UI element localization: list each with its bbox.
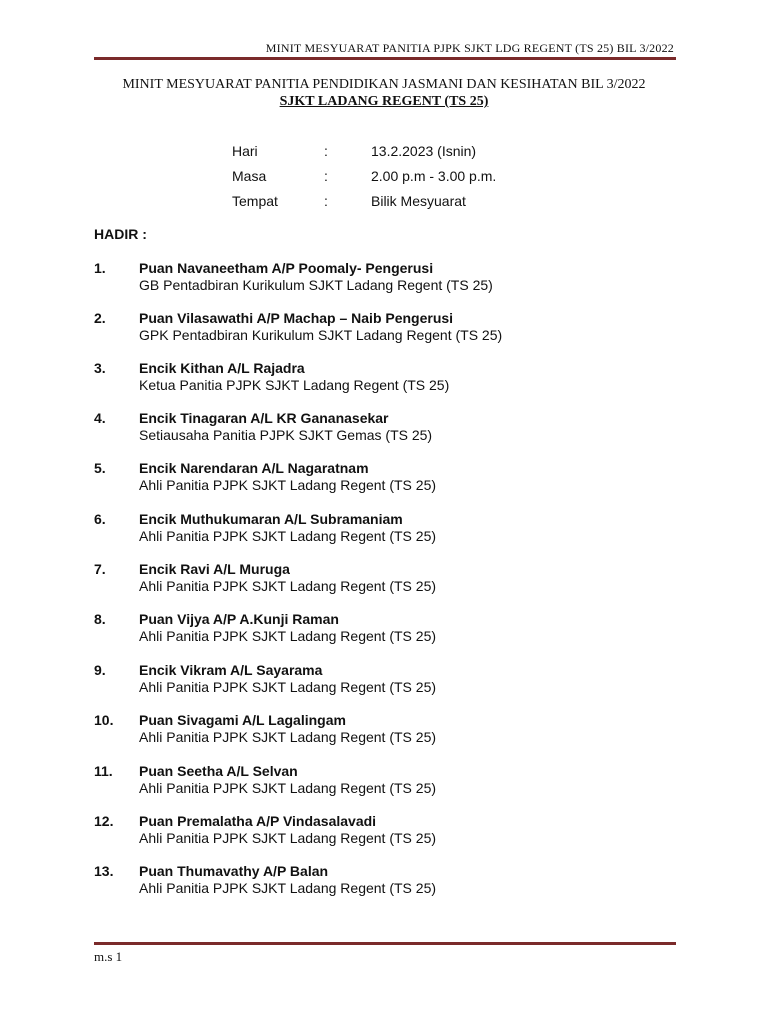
attendee-number: 8. (94, 611, 106, 627)
meta-colon: : (324, 143, 328, 159)
document-subtitle: SJKT LADANG REGENT (TS 25) (279, 94, 489, 109)
meta-colon: : (324, 193, 328, 209)
attendee-number: 9. (94, 662, 106, 678)
meta-label: Tempat (232, 193, 278, 209)
attendee-role: Ahli Panitia PJPK SJKT Ladang Regent (TS 25) (139, 780, 437, 796)
meta-colon: : (324, 168, 328, 184)
attendee-name: Puan Thumavathy A/P Balan (139, 863, 329, 879)
attendee-role: Ahli Panitia PJPK SJKT Ladang Regent (TS 25) (139, 729, 437, 745)
attendee-number: 13. (94, 863, 114, 879)
attendee-number: 7. (94, 561, 106, 577)
attendee-name: Puan Premalatha A/P Vindasalavadi (139, 813, 377, 829)
attendee-name: Puan Navaneetham A/P Poomaly- Pengerusi (139, 260, 434, 276)
meta-value: Bilik Mesyuarat (371, 193, 466, 209)
attendee-role: GB Pentadbiran Kurikulum SJKT Ladang Regent (TS 25) (139, 277, 493, 293)
meta-value: 13.2.2023 (Isnin) (371, 143, 477, 159)
attendee-name: Puan Vijya A/P A.Kunji Raman (139, 611, 339, 627)
attendee-role: Setiausaha Panitia PJPK SJKT Gemas (TS 25) (139, 427, 433, 443)
attendance-heading: HADIR : (94, 226, 147, 242)
attendee-name: Encik Narendaran A/L Nagaratnam (139, 460, 369, 476)
running-header: MINIT MESYUARAT PANITIA PJPK SJKT LDG REGENT (TS 25) BIL 3/2022 (265, 41, 674, 55)
attendee-role: Ahli Panitia PJPK SJKT Ladang Regent (TS 25) (139, 679, 437, 695)
attendee-name: Puan Seetha A/L Selvan (139, 763, 298, 779)
attendee-number: 2. (94, 310, 106, 326)
attendee-number: 10. (94, 712, 114, 728)
attendee-number: 5. (94, 460, 106, 476)
attendee-role: Ketua Panitia PJPK SJKT Ladang Regent (TS 25) (139, 377, 450, 393)
attendee-role: Ahli Panitia PJPK SJKT Ladang Regent (TS 25) (139, 628, 437, 644)
attendee-number: 6. (94, 511, 106, 527)
attendee-role: Ahli Panitia PJPK SJKT Ladang Regent (TS 25) (139, 578, 437, 594)
attendee-role: GPK Pentadbiran Kurikulum SJKT Ladang Regent (TS 25) (139, 327, 503, 343)
meta-label: Masa (232, 168, 267, 184)
attendee-name: Encik Kithan A/L Rajadra (139, 360, 305, 376)
attendee-role: Ahli Panitia PJPK SJKT Ladang Regent (TS 25) (139, 830, 437, 846)
attendee-name: Encik Vikram A/L Sayarama (139, 662, 323, 678)
attendee-name: Encik Tinagaran A/L KR Gananasekar (139, 410, 389, 426)
attendee-role: Ahli Panitia PJPK SJKT Ladang Regent (TS 25) (139, 880, 437, 896)
attendee-number: 12. (94, 813, 114, 829)
footer-rule (94, 942, 676, 945)
document-title: MINIT MESYUARAT PANITIA PENDIDIKAN JASMANI DAN KESIHATAN BIL 3/2022 (122, 77, 646, 92)
meta-label: Hari (232, 143, 258, 159)
meta-value: 2.00 p.m - 3.00 p.m. (371, 168, 497, 184)
attendee-name: Encik Muthukumaran A/L Subramaniam (139, 511, 403, 527)
attendee-number: 11. (94, 763, 113, 779)
attendee-number: 4. (94, 410, 106, 426)
attendee-number: 1. (94, 260, 106, 276)
attendee-name: Puan Sivagami A/L Lagalingam (139, 712, 346, 728)
attendee-role: Ahli Panitia PJPK SJKT Ladang Regent (TS 25) (139, 477, 437, 493)
attendee-name: Puan Vilasawathi A/P Machap – Naib Pengerusi (139, 310, 454, 326)
attendee-name: Encik Ravi A/L Muruga (139, 561, 290, 577)
attendee-role: Ahli Panitia PJPK SJKT Ladang Regent (TS 25) (139, 528, 437, 544)
page-number: m.s 1 (94, 949, 123, 964)
header-rule (94, 57, 676, 60)
attendee-number: 3. (94, 360, 106, 376)
